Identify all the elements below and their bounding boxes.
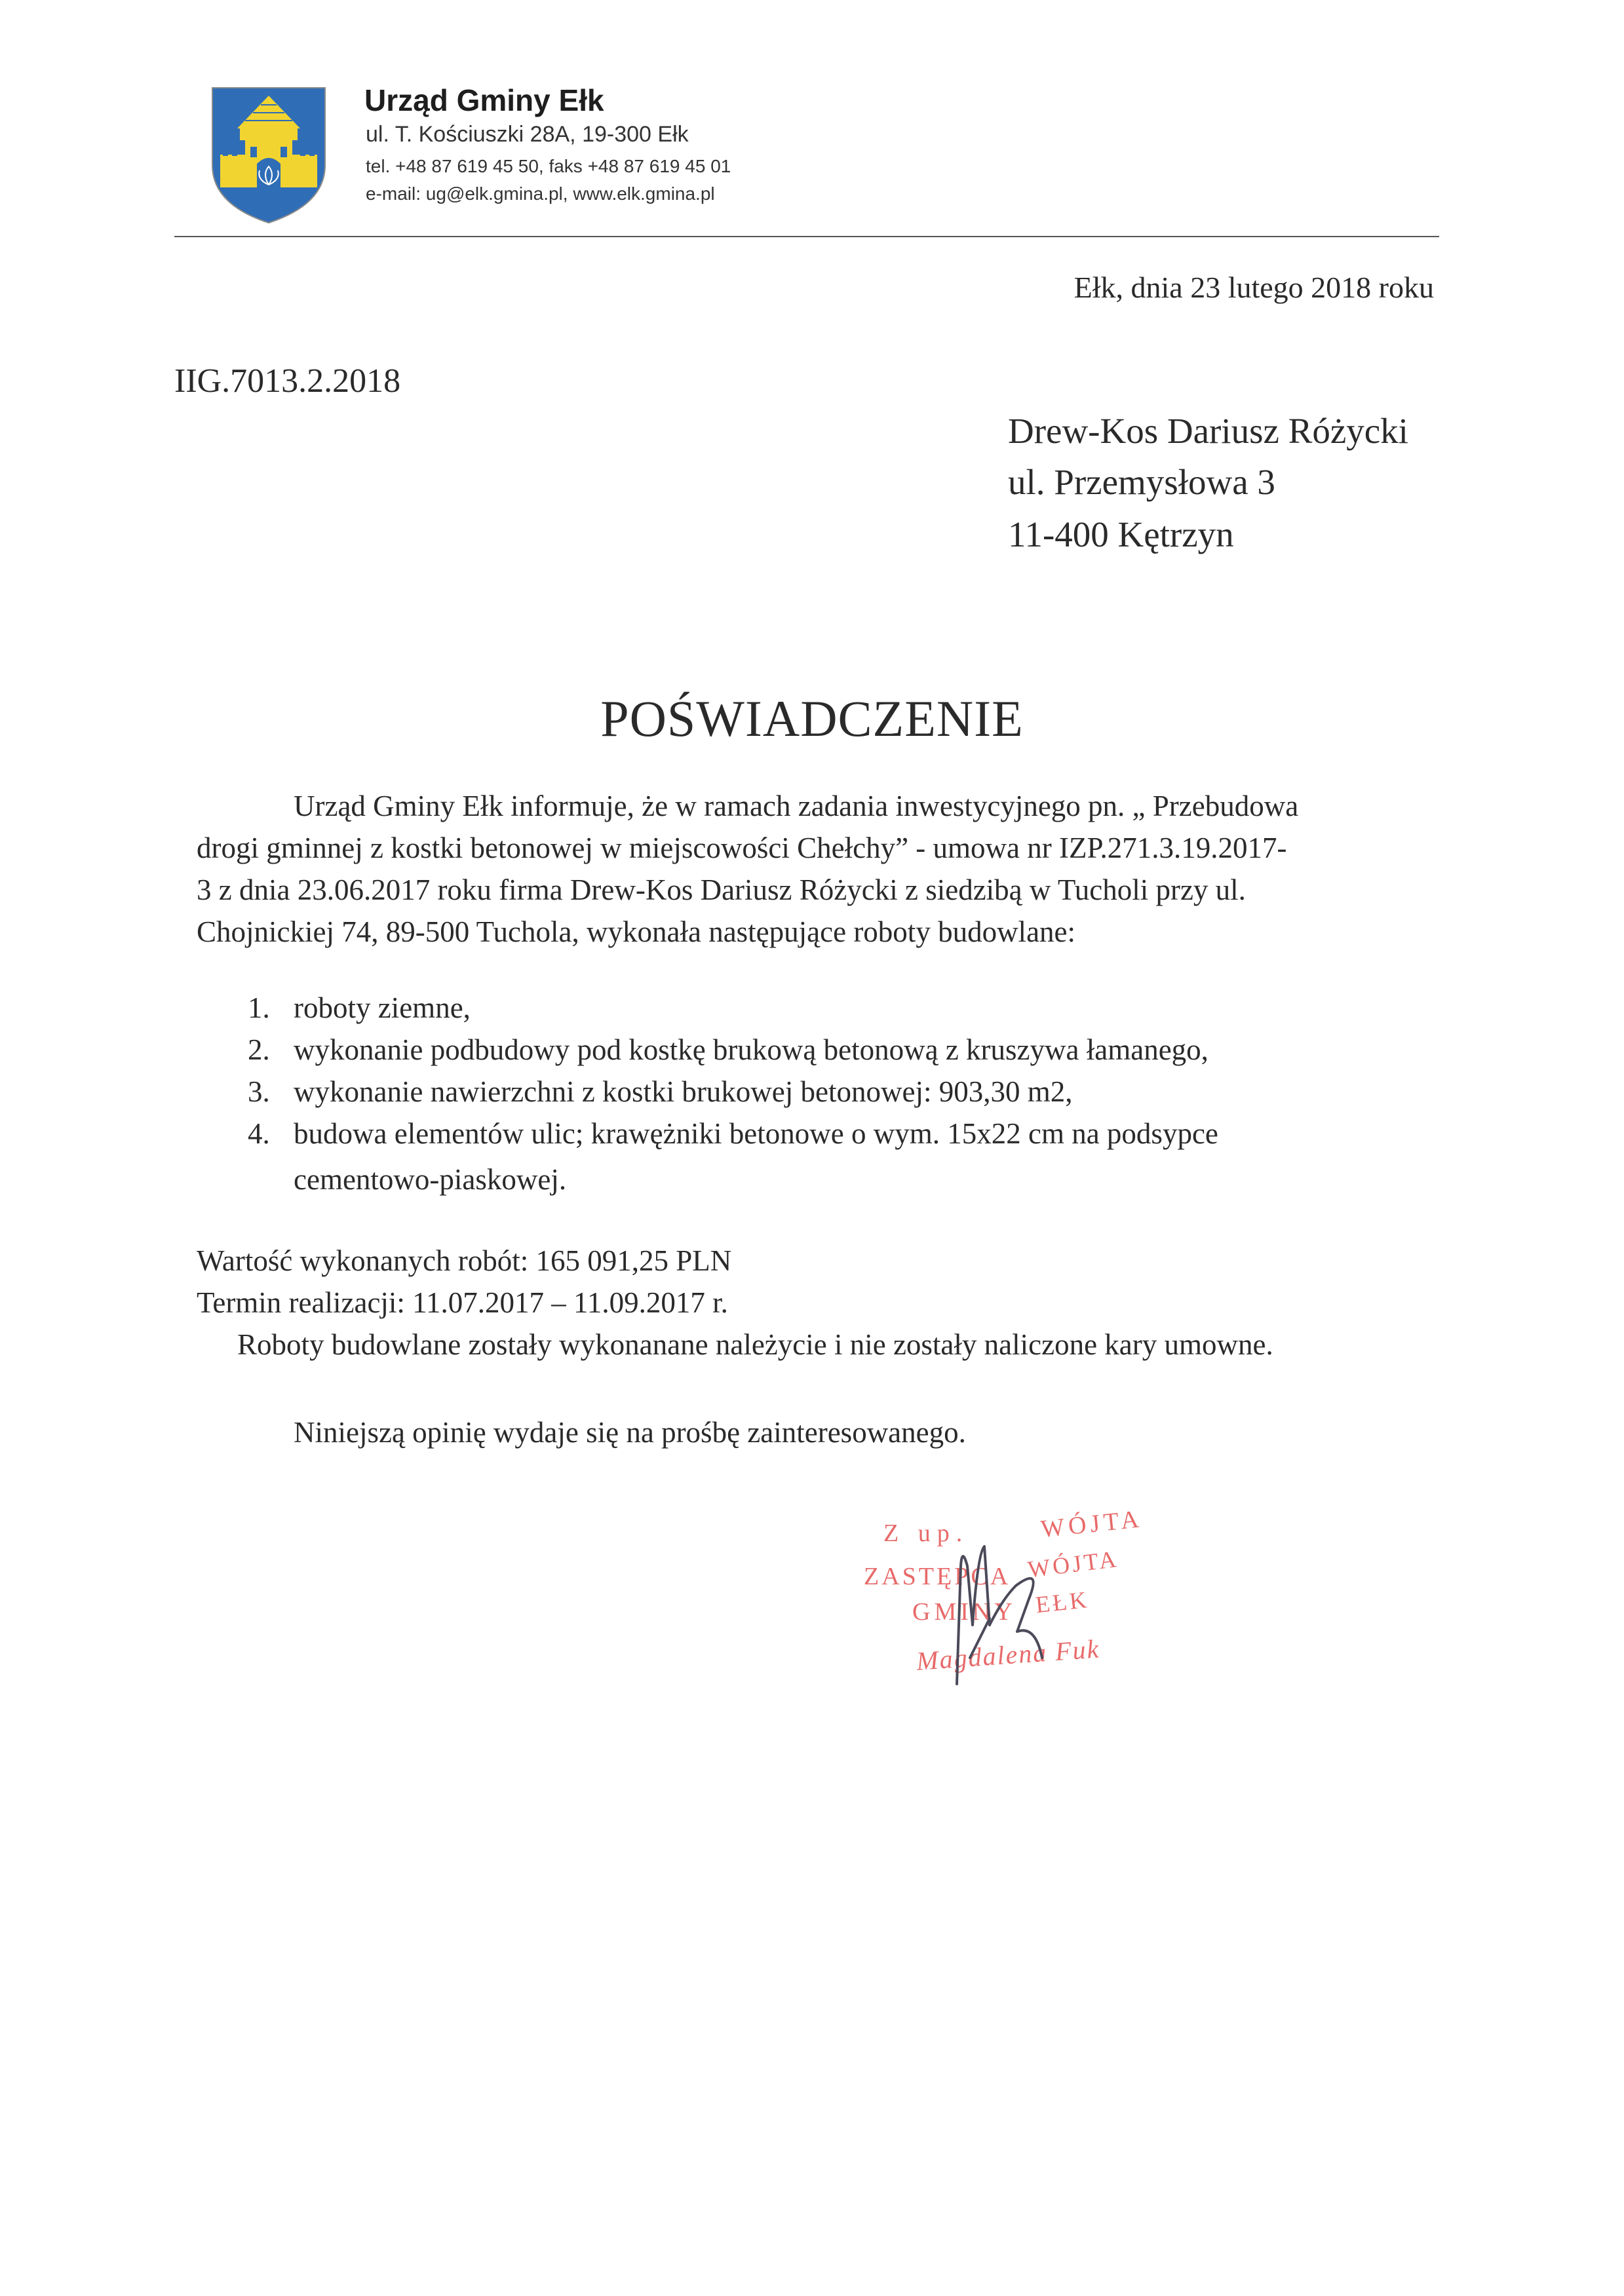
list-item-text: roboty ziemne,: [294, 991, 471, 1024]
completion-term: Termin realizacji: 11.07.2017 – 11.09.2017 r.: [197, 1286, 728, 1319]
recipient-street: ul. Przemysłowa 3: [1008, 462, 1275, 502]
stamp-signatory-name: Magdalena Fuk: [915, 1634, 1101, 1676]
letterhead-office-name: Urząd Gminy Ełk: [364, 83, 604, 117]
list-item-number: 1.: [248, 991, 270, 1024]
document-title: POŚWIADCZENIE: [600, 690, 1024, 747]
stamp-text-low-left: GMINY: [912, 1598, 1016, 1626]
reference-number: IIG.7013.2.2018: [174, 362, 401, 400]
letterhead-email-website: e-mail: ug@elk.gmina.pl, www.elk.gmina.pl: [366, 183, 715, 204]
letterhead-phone-fax: tel. +48 87 619 45 50, faks +48 87 619 45 01: [366, 156, 731, 176]
list-item-number: 2.: [248, 1033, 270, 1066]
closing-statement: Niniejszą opinię wydaje się na prośbę zainteresowanego.: [294, 1416, 966, 1449]
letterhead-street-address: ul. T. Kościuszki 28A, 19-300 Ełk: [366, 122, 689, 147]
body-line-2: drogi gminnej z kostki betonowej w miejscowości Chełchy” - umowa nr IZP.271.3.19.2017-: [197, 832, 1287, 864]
list-item-number: 3.: [248, 1075, 270, 1108]
stamp-text-mid-left: ZASTĘPCA: [864, 1563, 1011, 1590]
municipal-crest-logo: [211, 86, 326, 224]
recipient-name: Drew-Kos Dariusz Różycki: [1008, 411, 1408, 451]
list-item-text: budowa elementów ulic; krawężniki betonowe o wym. 15x22 cm na podsypce: [294, 1117, 1218, 1150]
works-value: Wartość wykonanych robót: 165 091,25 PLN: [197, 1244, 732, 1277]
stamp-text-mid-right: WÓJTA: [1026, 1545, 1121, 1583]
recipient-city: 11-400 Kętrzyn: [1008, 514, 1234, 554]
completion-statement: Roboty budowlane zostały wykonanane należycie i nie zostały naliczone kary umowne.: [237, 1328, 1273, 1361]
document-date: Ełk, dnia 23 lutego 2018 roku: [1073, 271, 1434, 304]
body-line-1: Urząd Gminy Ełk informuje, że w ramach zadania inwestycyjnego pn. „ Przebudowa: [294, 790, 1299, 822]
list-item-number: 4.: [248, 1117, 270, 1150]
list-item-text: wykonanie podbudowy pod kostkę brukową betonową z kruszywa łamanego,: [294, 1033, 1208, 1066]
handwritten-signature: [944, 1527, 1068, 1691]
body-line-3: 3 z dnia 23.06.2017 roku firma Drew-Kos Dariusz Różycki z siedzibą w Tucholi przy ul.: [197, 873, 1246, 906]
letterhead-divider: [174, 236, 1439, 237]
stamp-text-top-left: Z up.: [883, 1520, 969, 1547]
list-item-text: wykonanie nawierzchni z kostki brukowej betonowej: 903,30 m2,: [294, 1075, 1073, 1108]
stamp-text-low-right: EŁK: [1034, 1586, 1091, 1618]
body-line-4: Chojnickiej 74, 89-500 Tuchola, wykonała następujące roboty budowlane:: [197, 915, 1076, 948]
stamp-text-top-right: WÓJTA: [1039, 1504, 1144, 1544]
list-item-continuation: cementowo-piaskowej.: [294, 1163, 567, 1196]
